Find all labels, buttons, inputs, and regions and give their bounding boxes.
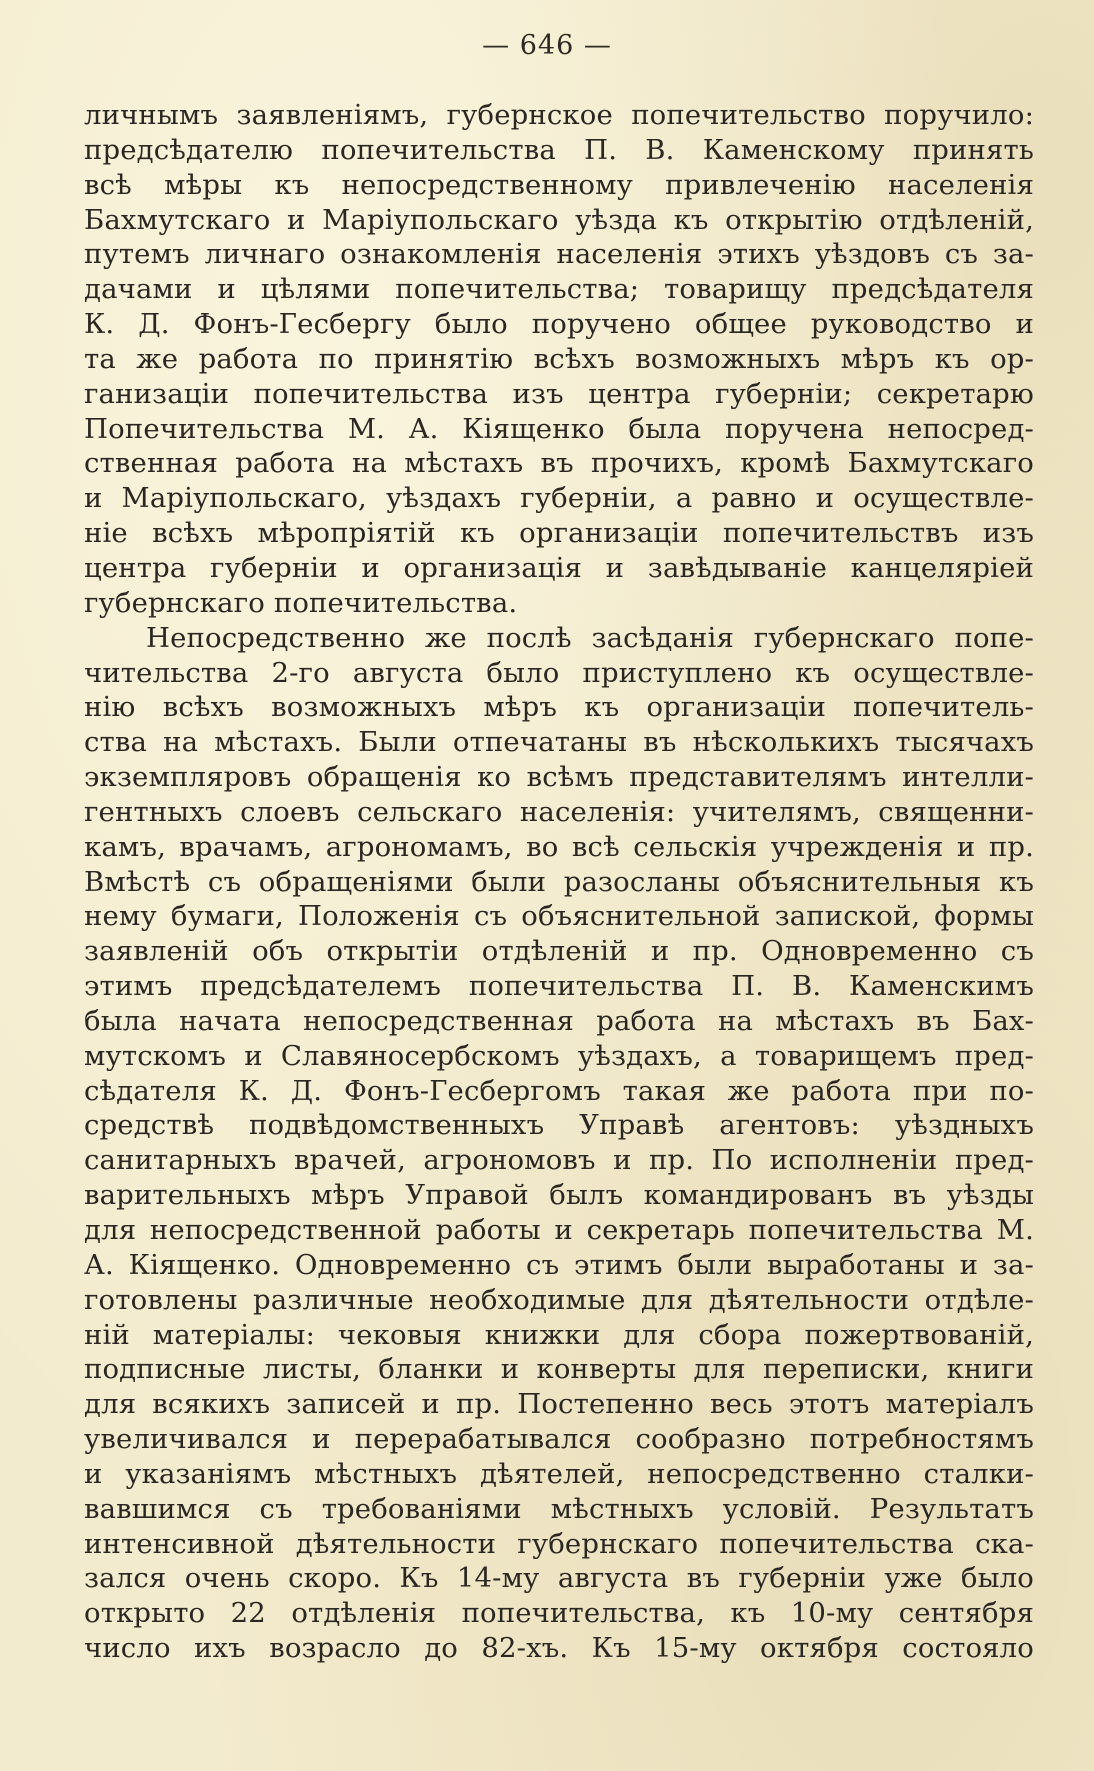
text-line: гентныхъ слоевъ сельскаго населенія: учителямъ, священни- — [84, 795, 1034, 828]
text-line: интенсивной дѣятельности губернскаго попечительства ска- — [84, 1527, 1034, 1560]
body-text — [84, 98, 1034, 1666]
text-line: предсѣдателю попечительства П. В. Каменскому принять — [84, 133, 1034, 166]
text-line: была начата непосредственная работа на мѣстахъ въ Бах- — [84, 1004, 1034, 1037]
text-line: открыто 22 отдѣленія попечительства, къ 10-му сентября — [84, 1597, 1034, 1630]
text-line: санитарныхъ врачей, агрономовъ и пр. По исполненіи пред- — [84, 1144, 1034, 1177]
text-line: Попечительства М. А. Кіященко была поручена непосред- — [84, 412, 1034, 445]
text-line: и указаніямъ мѣстныхъ дѣятелей, непосредственно сталки- — [84, 1457, 1034, 1490]
text-line: этимъ предсѣдателемъ попечительства П. В. Каменскимъ — [84, 970, 1034, 1003]
text-line: та же работа по принятію всѣхъ возможныхъ мѣръ къ ор- — [84, 342, 1034, 375]
text-line: нію всѣхъ возможныхъ мѣръ къ организаціи попечитель- — [84, 691, 1034, 724]
text-line: экземпляровъ обращенія ко всѣмъ представителямъ интелли- — [84, 761, 1034, 794]
text-line: ніе всѣхъ мѣропріятій къ организаціи попечительствъ изъ — [84, 517, 1034, 550]
text-line: число ихъ возрасло до 82-хъ. Къ 15-му октября состояло — [84, 1632, 1034, 1665]
text-line: дачами и цѣлями попечительства; товарищу предсѣдателя — [84, 273, 1034, 306]
text-line: ганизаціи попечительства изъ центра губерніи; секретарю — [84, 377, 1034, 410]
text-line: для всякихъ записей и пр. Постепенно весь этотъ матеріалъ — [84, 1388, 1034, 1421]
text-line: К. Д. Фонъ-Гесбергу было поручено общее руководство и — [84, 308, 1034, 341]
text-line: увеличивался и перерабатывался сообразно потребностямъ — [84, 1423, 1034, 1456]
text-line: Непосредственно же послѣ засѣданія губернскаго попе- — [146, 621, 1034, 654]
page-number: — 646 — — [482, 30, 612, 61]
text-line: центра губерніи и организація и завѣдываніе канцеляріей — [84, 551, 1034, 584]
text-line: подписные листы, бланки и конверты для переписки, книги — [84, 1353, 1034, 1386]
text-line: нему бумаги, Положенія съ объяснительной запиской, формы — [84, 900, 1034, 933]
text-line: варительныхъ мѣръ Управой былъ командированъ въ уѣзды — [84, 1179, 1034, 1212]
text-line: вавшимся съ требованіями мѣстныхъ условій. Результатъ — [84, 1492, 1034, 1525]
text-line: ственная работа на мѣстахъ въ прочихъ, кромѣ Бахмутскаго — [84, 447, 1034, 480]
text-line: ства на мѣстахъ. Были отпечатаны въ нѣсколькихъ тысячахъ — [84, 726, 1034, 759]
text-line: ній матеріалы: чековыя книжки для сбора пожертвованій, — [84, 1318, 1034, 1351]
text-line: Бахмутскаго и Маріупольскаго уѣзда къ открытію отдѣленій, — [84, 203, 1034, 236]
text-line: камъ, врачамъ, агрономамъ, во всѣ сельскія учрежденія и пр. — [84, 830, 1034, 863]
text-line: всѣ мѣры къ непосредственному привлеченію населенія — [84, 168, 1034, 201]
text-line: путемъ личнаго ознакомленія населенія этихъ уѣздовъ съ за- — [84, 238, 1034, 271]
text-line: для непосредственной работы и секретарь попечительства М. — [84, 1214, 1034, 1246]
text-line: мутскомъ и Славяносербскомъ уѣздахъ, а товарищемъ пред- — [84, 1039, 1034, 1072]
text-line: губернскаго попечительства. — [84, 586, 518, 619]
text-line: средствѣ подвѣдомственныхъ Управѣ агентовъ: уѣздныхъ — [84, 1109, 1034, 1142]
text-line: заявленій объ открытіи отдѣленій и пр. Одновременно съ — [84, 935, 1034, 968]
text-line: чительства 2-го августа было приступлено къ осуществле- — [84, 656, 1034, 689]
text-line: и Маріупольскаго, уѣздахъ губерніи, а равно и осуществле- — [84, 482, 1034, 515]
text-line: личнымъ заявленіямъ, губернское попечительство поручило: — [84, 99, 1034, 131]
text-line: зался очень скоро. Къ 14-му августа въ губерніи уже было — [84, 1562, 1034, 1595]
text-line: Вмѣстѣ съ обращеніями были разосланы объяснительныя къ — [84, 865, 1034, 898]
text-line: готовлены различные необходимые для дѣятельности отдѣле- — [84, 1283, 1034, 1316]
text-line: сѣдателя К. Д. Фонъ-Гесбергомъ такая же работа при по- — [84, 1074, 1034, 1107]
text-line: А. Кіященко. Одновременно съ этимъ были выработаны и за- — [84, 1248, 1034, 1281]
